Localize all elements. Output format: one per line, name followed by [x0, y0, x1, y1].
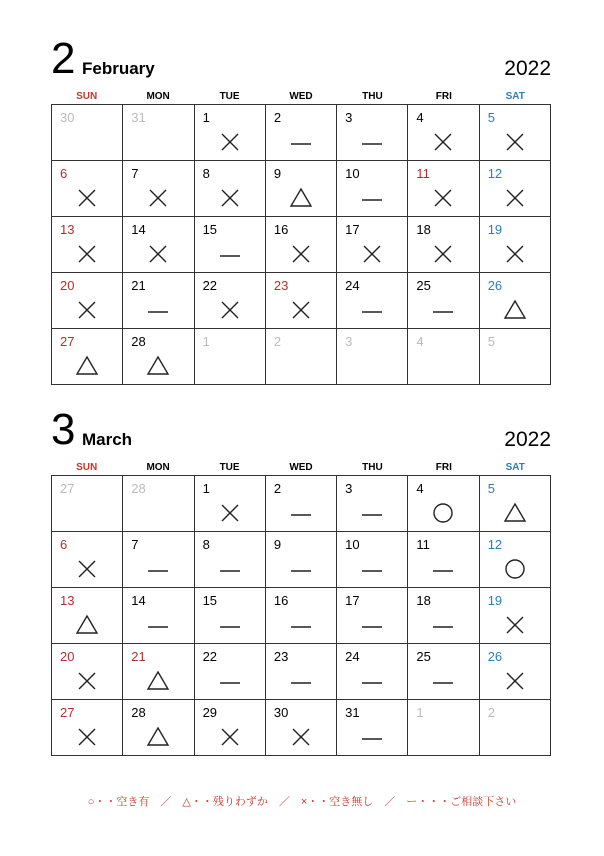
cross-mark-icon	[430, 185, 456, 211]
day-number: 12	[487, 166, 503, 181]
day-number: 3	[345, 110, 353, 125]
cross-mark-icon	[74, 668, 100, 694]
triangle-mark-icon	[74, 612, 100, 638]
weekday-sun: SUN	[76, 91, 98, 102]
day-number: 7	[131, 166, 139, 181]
day-cell	[123, 700, 194, 756]
day-cell	[408, 161, 479, 217]
day-cell	[480, 105, 551, 161]
day-number: 25	[416, 649, 431, 664]
day-number: 8	[202, 537, 210, 552]
dash-mark-icon	[288, 129, 314, 155]
cross-mark-icon	[74, 185, 100, 211]
calendar-march	[51, 405, 551, 756]
day-cell	[480, 161, 551, 217]
day-number: 5	[487, 481, 495, 496]
day-number: 9	[273, 166, 282, 181]
day-cell	[195, 532, 266, 588]
dash-mark-icon	[430, 612, 456, 638]
triangle-mark-icon	[502, 297, 528, 323]
day-cell	[408, 329, 479, 385]
day-number: 30	[60, 110, 75, 125]
circle-mark-icon	[502, 556, 528, 582]
day-cell	[480, 329, 551, 385]
day-cell	[337, 532, 408, 588]
dash-mark-icon	[359, 612, 385, 638]
day-cell	[52, 476, 123, 532]
day-cell	[337, 161, 408, 217]
day-number: 24	[345, 278, 360, 293]
dash-mark-icon	[359, 129, 385, 155]
day-cell	[52, 217, 123, 273]
day-cell	[266, 273, 337, 329]
day-cell	[195, 161, 266, 217]
day-number: 13	[60, 222, 75, 237]
day-number: 18	[416, 593, 431, 608]
weekday-sat: SAT	[505, 91, 525, 102]
cross-mark-icon	[74, 241, 100, 267]
day-grid	[51, 104, 551, 385]
circle-mark-icon	[430, 500, 456, 526]
dash-mark-icon	[430, 297, 456, 323]
day-cell	[337, 329, 408, 385]
day-cell	[52, 700, 123, 756]
month-name: March	[82, 430, 133, 449]
weekday-tue: TUE	[219, 462, 240, 473]
day-number: 1	[416, 705, 424, 720]
day-cell	[123, 217, 194, 273]
day-cell	[123, 644, 194, 700]
day-number: 20	[60, 649, 75, 664]
day-number: 15	[202, 222, 218, 237]
day-number: 3	[345, 334, 353, 349]
weekday-header	[51, 90, 551, 104]
day-number: 27	[60, 705, 75, 720]
cross-mark-icon	[217, 724, 243, 750]
calendar-february	[51, 34, 551, 385]
day-number: 25	[416, 278, 431, 293]
day-number: 10	[345, 537, 360, 552]
cross-mark-icon	[145, 241, 171, 267]
dash-mark-icon	[217, 668, 243, 694]
dash-mark-icon	[217, 612, 243, 638]
day-cell	[337, 217, 408, 273]
day-number: 17	[345, 593, 360, 608]
weekday-sat: SAT	[505, 462, 525, 473]
day-cell	[195, 105, 266, 161]
day-cell	[123, 588, 194, 644]
day-cell	[266, 476, 337, 532]
day-cell	[480, 700, 551, 756]
cross-mark-icon	[502, 129, 528, 155]
day-cell	[408, 476, 479, 532]
day-cell	[337, 476, 408, 532]
day-cell	[337, 105, 408, 161]
day-number: 2	[487, 705, 495, 720]
triangle-mark-icon	[74, 353, 100, 379]
day-cell	[195, 700, 266, 756]
dash-mark-icon	[430, 556, 456, 582]
day-number: 23	[273, 649, 289, 664]
day-cell	[123, 161, 194, 217]
day-number: 4	[416, 334, 424, 349]
cross-mark-icon	[217, 129, 243, 155]
cross-mark-icon	[217, 500, 243, 526]
day-number: 20	[60, 278, 75, 293]
weekday-header	[51, 461, 551, 475]
day-cell	[52, 273, 123, 329]
day-cell	[480, 476, 551, 532]
day-cell	[480, 532, 551, 588]
weekday-mon: MON	[146, 462, 170, 473]
day-cell	[480, 644, 551, 700]
day-number: 16	[273, 222, 289, 237]
weekday-mon: MON	[146, 91, 170, 102]
day-number: 3	[345, 481, 353, 496]
cross-mark-icon	[145, 185, 171, 211]
day-number: 13	[60, 593, 75, 608]
day-number: 28	[131, 334, 146, 349]
cross-mark-icon	[502, 612, 528, 638]
cross-mark-icon	[502, 185, 528, 211]
day-number: 24	[345, 649, 360, 664]
triangle-mark-icon	[145, 353, 171, 379]
day-cell	[480, 273, 551, 329]
day-cell	[123, 105, 194, 161]
day-number: 12	[487, 537, 503, 552]
legend: ○・・空き有 ／ △・・残りわずか ／ ×・・空き無し ／ ー・・・ご相談下さい	[87, 796, 517, 808]
day-cell	[52, 329, 123, 385]
dash-mark-icon	[359, 556, 385, 582]
day-number: 11	[416, 166, 430, 181]
day-number: 27	[60, 334, 75, 349]
day-number: 15	[202, 593, 218, 608]
day-cell	[52, 532, 123, 588]
day-cell	[195, 217, 266, 273]
day-number: 28	[131, 481, 146, 496]
day-cell	[195, 588, 266, 644]
month-name: February	[82, 59, 155, 78]
day-number: 4	[416, 110, 424, 125]
day-number: 1	[202, 334, 210, 349]
day-cell	[337, 644, 408, 700]
day-number: 10	[345, 166, 360, 181]
year: 2022	[504, 57, 551, 80]
dash-mark-icon	[288, 612, 314, 638]
dash-mark-icon	[288, 500, 314, 526]
dash-mark-icon	[359, 297, 385, 323]
cross-mark-icon	[217, 297, 243, 323]
day-number: 19	[487, 222, 503, 237]
cross-mark-icon	[502, 241, 528, 267]
weekday-tue: TUE	[219, 91, 240, 102]
day-cell	[266, 532, 337, 588]
dash-mark-icon	[359, 668, 385, 694]
day-number: 19	[487, 593, 503, 608]
day-number: 22	[202, 278, 218, 293]
day-cell	[52, 588, 123, 644]
day-cell	[408, 105, 479, 161]
weekday-thu: THU	[362, 91, 383, 102]
day-number: 5	[487, 110, 495, 125]
dash-mark-icon	[430, 668, 456, 694]
cross-mark-icon	[430, 241, 456, 267]
day-number: 14	[131, 593, 146, 608]
weekday-sun: SUN	[76, 462, 98, 473]
weekday-fri: FRI	[435, 91, 452, 102]
day-cell	[123, 273, 194, 329]
day-number: 27	[60, 481, 75, 496]
triangle-mark-icon	[502, 500, 528, 526]
day-number: 1	[202, 110, 210, 125]
triangle-mark-icon	[288, 185, 314, 211]
day-number: 31	[345, 705, 360, 720]
day-cell	[266, 588, 337, 644]
day-cell	[480, 588, 551, 644]
dash-mark-icon	[359, 500, 385, 526]
dash-mark-icon	[145, 297, 171, 323]
dash-mark-icon	[288, 556, 314, 582]
day-cell	[123, 532, 194, 588]
day-cell	[195, 329, 266, 385]
day-cell	[337, 588, 408, 644]
day-grid	[51, 475, 551, 756]
day-number: 1	[202, 481, 210, 496]
day-cell	[52, 161, 123, 217]
day-number: 23	[273, 278, 289, 293]
day-number: 26	[487, 278, 503, 293]
day-number: 2	[273, 110, 282, 125]
day-cell	[266, 644, 337, 700]
cross-mark-icon	[359, 241, 385, 267]
day-cell	[195, 273, 266, 329]
day-cell	[337, 700, 408, 756]
triangle-mark-icon	[145, 724, 171, 750]
dash-mark-icon	[217, 556, 243, 582]
weekday-fri: FRI	[435, 462, 452, 473]
day-number: 5	[487, 334, 495, 349]
day-cell	[195, 476, 266, 532]
day-cell	[408, 588, 479, 644]
day-cell	[480, 217, 551, 273]
cross-mark-icon	[430, 129, 456, 155]
day-number: 21	[131, 278, 146, 293]
day-cell	[266, 105, 337, 161]
day-number: 28	[131, 705, 146, 720]
dash-mark-icon	[288, 668, 314, 694]
day-cell	[337, 273, 408, 329]
day-cell	[266, 161, 337, 217]
day-cell	[195, 644, 266, 700]
day-cell	[408, 532, 479, 588]
cross-mark-icon	[502, 668, 528, 694]
day-cell	[408, 700, 479, 756]
weekday-wed: WED	[289, 91, 313, 102]
cross-mark-icon	[288, 297, 314, 323]
day-number: 29	[202, 705, 218, 720]
triangle-mark-icon	[145, 668, 171, 694]
day-cell	[266, 700, 337, 756]
day-cell	[266, 217, 337, 273]
month-number: 2	[51, 34, 76, 83]
day-number: 18	[416, 222, 431, 237]
day-cell	[123, 476, 194, 532]
day-number: 2	[273, 334, 282, 349]
cross-mark-icon	[217, 185, 243, 211]
day-cell	[52, 105, 123, 161]
day-number: 26	[487, 649, 503, 664]
day-number: 30	[273, 705, 289, 720]
day-number: 2	[273, 481, 282, 496]
cross-mark-icon	[74, 297, 100, 323]
day-number: 14	[131, 222, 146, 237]
dash-mark-icon	[145, 612, 171, 638]
day-number: 11	[416, 537, 430, 552]
weekday-thu: THU	[362, 462, 383, 473]
cross-mark-icon	[74, 556, 100, 582]
day-cell	[266, 329, 337, 385]
dash-mark-icon	[145, 556, 171, 582]
dash-mark-icon	[359, 185, 385, 211]
dash-mark-icon	[217, 241, 243, 267]
day-number: 4	[416, 481, 424, 496]
cross-mark-icon	[74, 724, 100, 750]
day-cell	[408, 273, 479, 329]
day-number: 9	[273, 537, 282, 552]
day-number: 8	[202, 166, 210, 181]
day-number: 6	[60, 537, 68, 552]
dash-mark-icon	[359, 724, 385, 750]
month-number: 3	[51, 405, 76, 454]
day-cell	[408, 217, 479, 273]
day-cell	[408, 644, 479, 700]
weekday-wed: WED	[289, 462, 313, 473]
day-cell	[52, 644, 123, 700]
day-number: 7	[131, 537, 139, 552]
day-number: 16	[273, 593, 289, 608]
cross-mark-icon	[288, 724, 314, 750]
day-number: 22	[202, 649, 218, 664]
day-number: 31	[131, 110, 146, 125]
day-number: 6	[60, 166, 68, 181]
day-number: 17	[345, 222, 360, 237]
year: 2022	[504, 428, 551, 451]
cross-mark-icon	[288, 241, 314, 267]
day-cell	[123, 329, 194, 385]
day-number: 21	[131, 649, 146, 664]
